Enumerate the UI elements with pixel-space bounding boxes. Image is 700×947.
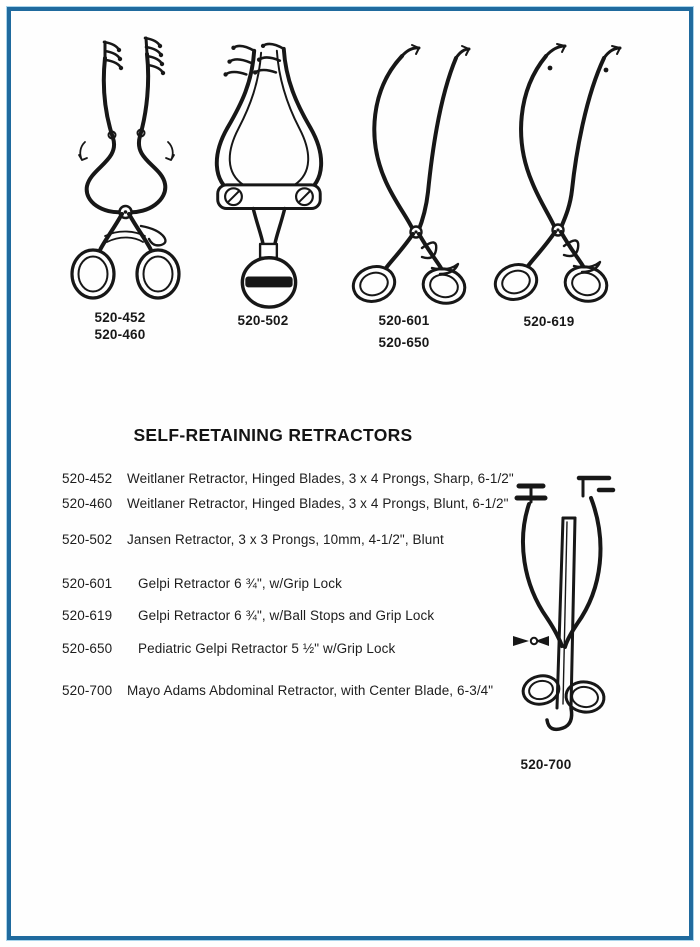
catalog-item-row	[62, 576, 342, 591]
figure-label-line: 520-601	[378, 313, 430, 328]
item-code: 520-452	[62, 471, 113, 486]
figure-label-jansen	[213, 312, 313, 329]
catalog-item-row	[62, 532, 444, 547]
gelpi-ball-stops-drawing	[482, 40, 624, 306]
figure-label-gelpi	[354, 312, 454, 351]
figure-label-weitlaner	[70, 309, 170, 343]
mayo-adams-retractor-illustration	[487, 456, 635, 752]
item-description: Mayo Adams Abdominal Retractor, with Center Blade, 6-3/4"	[127, 683, 494, 698]
figure-label-line: 520-700	[520, 757, 572, 772]
gelpi-retractor-illustration	[342, 42, 474, 308]
jansen-retractor-drawing	[198, 30, 336, 318]
figure-label-line: 520-460	[94, 327, 146, 342]
item-code: 520-650	[62, 641, 113, 656]
figure-label-line: 520-650	[378, 335, 430, 350]
catalog-item-row	[62, 608, 434, 623]
item-code: 520-460	[62, 496, 113, 511]
figure-label-line: 520-502	[237, 313, 289, 328]
gelpi-ball-stops-retractor-illustration	[482, 40, 624, 306]
figure-label-line: 520-619	[523, 314, 575, 329]
item-description: Pediatric Gelpi Retractor 5 ½" w/Grip Lock	[138, 641, 396, 656]
item-code: 520-700	[62, 683, 113, 698]
catalog-item-row	[62, 471, 514, 486]
weitlaner-retractor-illustration	[55, 28, 195, 310]
item-code: 520-502	[62, 532, 113, 547]
figure-label-mayo-adams	[496, 756, 596, 773]
catalog-item-row	[62, 496, 509, 511]
jansen-retractor-illustration	[198, 30, 336, 318]
item-description: Jansen Retractor, 3 x 3 Prongs, 10mm, 4-1/2", Blunt	[127, 532, 444, 547]
figure-label-gelpi-ball	[499, 313, 599, 330]
item-description: Gelpi Retractor 6 ¾", w/Ball Stops and Grip Lock	[138, 608, 435, 623]
page-title: SELF-RETAINING RETRACTORS	[133, 425, 413, 445]
mayo-adams-drawing	[487, 456, 635, 752]
item-code: 520-601	[62, 576, 113, 591]
item-description: Weitlaner Retractor, Hinged Blades, 3 x 4 Prongs, Blunt, 6-1/2"	[127, 496, 509, 511]
item-description: Weitlaner Retractor, Hinged Blades, 3 x 4 Prongs, Sharp, 6-1/2"	[127, 471, 514, 486]
weitlaner-retractor-drawing	[55, 28, 195, 310]
figure-label-line: 520-452	[94, 310, 146, 325]
catalog-item-row	[62, 683, 493, 698]
item-description: Gelpi Retractor 6 ¾", w/Grip Lock	[138, 576, 342, 591]
gelpi-retractor-drawing	[342, 42, 474, 308]
item-code: 520-619	[62, 608, 113, 623]
catalog-item-row	[62, 641, 395, 656]
